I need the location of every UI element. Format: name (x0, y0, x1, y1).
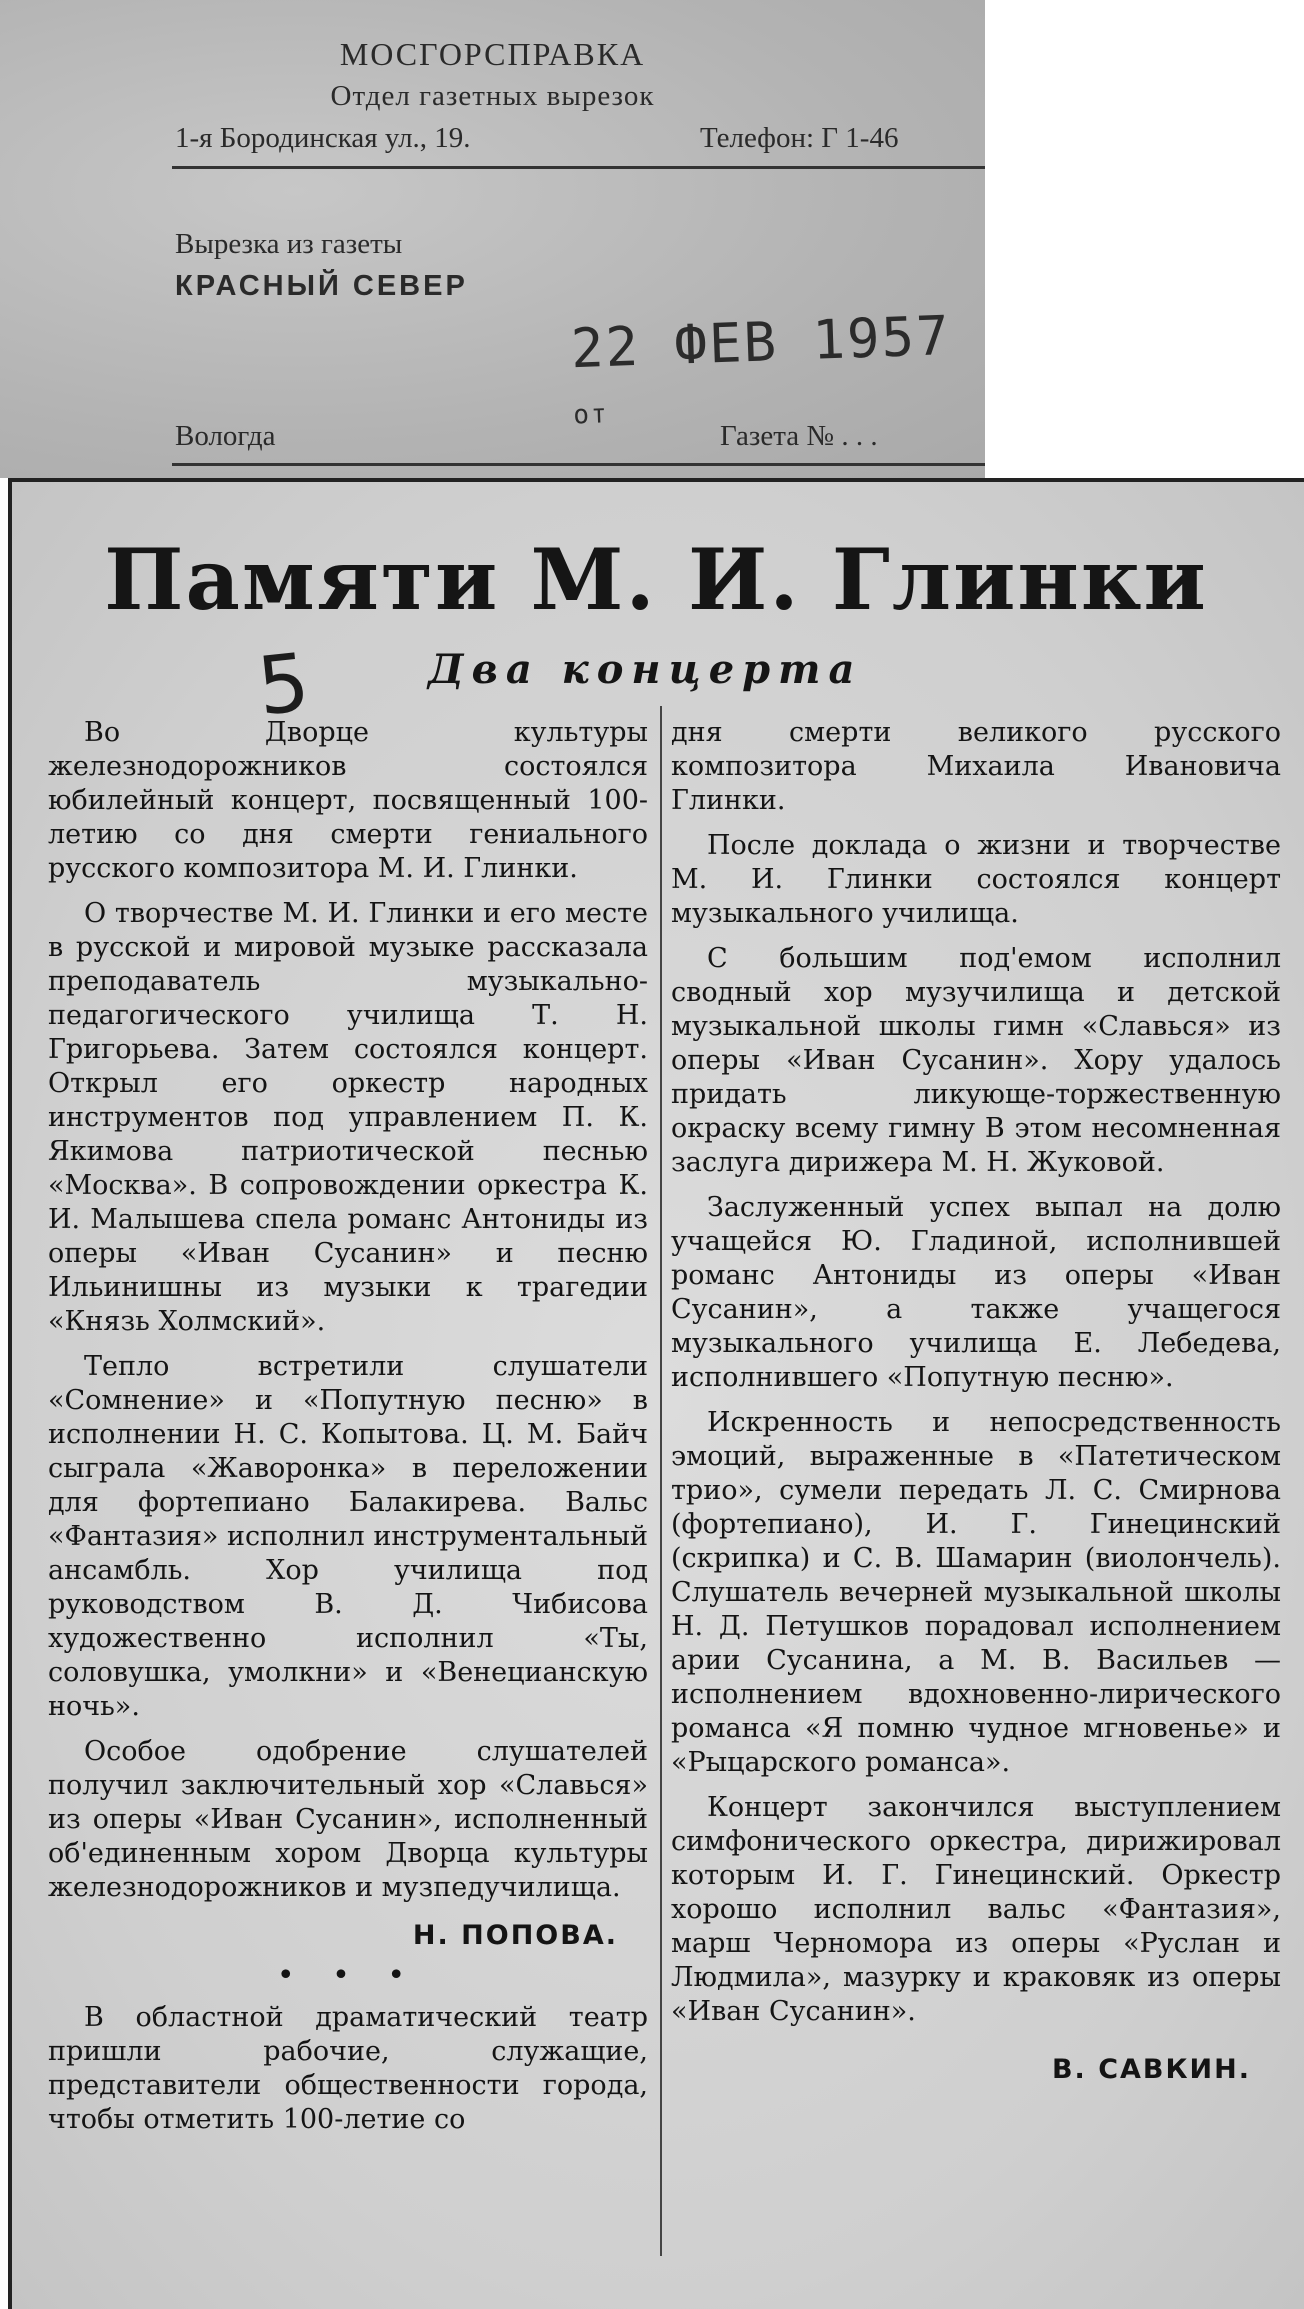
issue-label: Газета № . . . (720, 420, 878, 452)
date-prefix: от (572, 399, 610, 431)
section-separator: • • • (276, 1958, 420, 1993)
right-column (671, 716, 1281, 2087)
paragraph: О творчестве М. И. Глинки и его месте в русской и мировой музыке рассказала преподаватель музыкально-педагогического училища Т. Н. Григорьева. Затем состоялся концерт. Открыл его оркестр народных инструментов под управлением П. К. Якимова патриотической песнью «Москва». В сопровождении оркестра К. И. Малышева спела романс Антониды из оперы «Иван Сусанин» и песню Ильинишны из музыки к трагедии «Князь Холмский». (48, 898, 648, 1337)
column-divider (660, 706, 662, 2256)
headline: Памяти М. И. Глинки (104, 530, 1208, 629)
clipping-header (0, 0, 985, 478)
paragraph: После доклада о жизни и творчестве М. И. Глинки состоялся концерт музыкального училища. (671, 830, 1281, 929)
paragraph: Искренность и непосредственность эмоций, выраженные в «Патетическом трио», сумели передать Л. С. Смирнова (фортепиано), И. Г. Гинецинский (скрипка) и С. В. Шамарин (виолончель). Слушатель вечерней музыкальной школы Н. Д. Петушков порадовал исполнением арии Сусанина, а М. В. Васильев — исполнением вдохновенно-лирического романса «Я помню чудное мгновенье» и «Рыцарского романса». (671, 1407, 1281, 1778)
department-name: Отдел газетных вырезок (330, 80, 655, 112)
agency-name: МОСГОРСПРАВКА (339, 36, 646, 72)
paragraph: Концерт закончился выступлением симфонического оркестра, дирижировал которым И. Г. Гинецинский. Оркестр хорошо исполнил вальс «Фантазия», марш Черномора из оперы «Руслан и Людмила», мазурку и краковяк из оперы «Иван Сусанин». (671, 1792, 1281, 2027)
newspaper-article (8, 478, 1304, 2309)
header-rule-bottom (172, 463, 985, 466)
city-name: Вологда (175, 420, 276, 452)
paragraph: дня смерти великого русского композитора Михаила Ивановича Глинки. (671, 717, 1281, 816)
article-frame-left (8, 478, 12, 2309)
newspaper-name: КРАСНЫЙ СЕВЕР (175, 270, 468, 302)
paragraph: Тепло встретили слушатели «Сомнение» и «Попутную песню» в исполнении Н. С. Копытова. Ц. М. Байч сыграла «Жаворонка» в переложении для фортепиано Балакирева. Вальс «Фантазия» исполнил инструментальный ансамбль. Хор училища под руководством В. Д. Чибисова художественно исполнил «Ты, соловушка, умолкни» и «Венецианскую ночь». (48, 1351, 648, 1722)
paragraph: Заслуженный успех выпал на долю учащейся Ю. Гладиной, исполнившей романс Антониды из оперы «Иван Сусанин», а также учащегося музыкального училища Е. Лебедева, исполнившего «Попутную песню». (671, 1192, 1281, 1393)
clip-label: Вырезка из газеты (175, 228, 403, 260)
author-signature-1: Н. ПОПОВА. (412, 1920, 618, 1951)
left-column (48, 716, 648, 2148)
header-rule (172, 166, 985, 169)
paragraph: В областной драматический театр пришли рабочие, служащие, представители общественности города, чтобы отметить 100-летие со (48, 2002, 648, 2135)
subheadline: Два концерта (428, 646, 863, 693)
agency-address: 1-я Бородинская ул., 19. (175, 122, 471, 154)
handwritten-number: 5 (253, 635, 314, 734)
date-stamp-value: 22 ФЕВ 1957 (569, 303, 952, 381)
agency-phone: Телефон: Г 1-46 (700, 122, 899, 154)
author-signature-2: В. САВКИН. (1051, 2054, 1251, 2085)
paragraph: Особое одобрение слушателей получил заключительный хор «Славься» из оперы «Иван Сусанин», исполненный об'единенным хором Дворца культуры железнодорожников и музпедучилища. (48, 1736, 648, 1903)
paragraph: С большим под'емом исполнил сводный хор музучилища и детской музыкальной школы гимн «Славься» из оперы «Иван Сусанин». Хору удалось придать ликующе-торжественную окраску всему гимну В этом несомненная заслуга дирижера М. Н. Жуковой. (671, 943, 1281, 1178)
article-frame-top (8, 478, 1304, 482)
paragraph: Во Дворце культуры железнодорожников состоялся юбилейный концерт, посвященный 100-летию со дня смерти гениального русского композитора М. И. Глинки. (48, 717, 648, 884)
